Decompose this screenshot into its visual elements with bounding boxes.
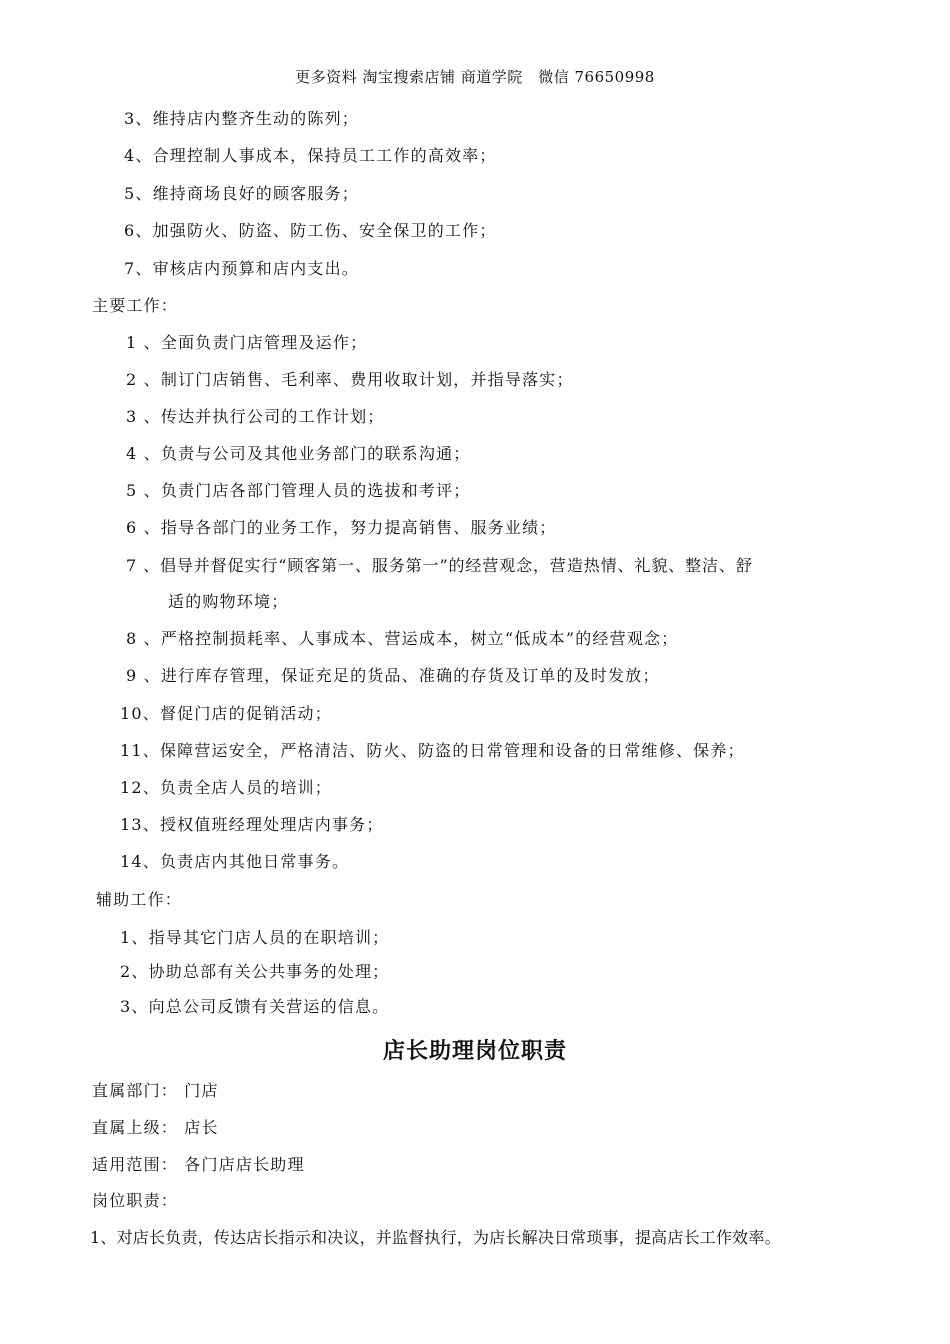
main-work-item: 3 、传达并执行公司的工作计划； [126,407,385,426]
main-work-item: 11、保障营运安全，严格清洁、防火、防盗的日常管理和设备的日常维修、保养； [120,741,745,760]
main-work-item: 7 、倡导并督促实行“顾客第一、服务第一”的经营观念，营造热情、礼貌、整洁、舒 [126,556,753,575]
department-field: 直属部门： 门店 [92,1081,219,1100]
main-work-item: 8 、严格控制损耗率、人事成本、营运成本，树立“低成本”的经营观念； [126,629,679,648]
main-work-item: 13、授权值班经理处理店内事务； [120,815,384,834]
main-work-item: 6 、指导各部门的业务工作，努力提高销售、服务业绩； [126,518,557,537]
scope-field: 适用范围： 各门店店长助理 [92,1155,305,1174]
duty-item-5: 5、维持商场良好的顾客服务； [124,184,359,203]
main-work-item: 14、负责店内其他日常事务。 [120,852,350,871]
duty-item-4: 4、合理控制人事成本，保持员工工作的高效率； [124,146,497,165]
superior-field: 直属上级： 店长 [92,1118,219,1137]
main-work-item: 5 、负责门店各部门管理人员的选拔和考评； [126,481,471,500]
aux-work-heading: 辅助工作： [96,890,183,909]
main-work-item: 1 、全面负责门店管理及运作； [126,333,368,352]
duty-item-6: 6、加强防火、防盗、防工伤、安全保卫的工作； [124,221,497,240]
main-work-heading: 主要工作： [92,296,179,315]
duties-heading: 岗位职责： [92,1191,179,1210]
assistant-duty-item: 1、对店长负责，传达店长指示和决议，并监督执行，为店长解决日常琐事，提高店长工作效率。 [90,1228,781,1247]
duty-item-3: 3、维持店内整齐生动的陈列； [124,109,359,128]
main-work-item: 10、督促门店的促销活动； [120,704,332,723]
aux-work-item: 2、协助总部有关公共事务的处理； [120,962,390,981]
aux-work-item: 1、指导其它门店人员的在职培训； [120,928,390,947]
main-work-item-continuation: 适的购物环境； [168,592,289,611]
duty-item-7: 7、审核店内预算和店内支出。 [124,259,359,278]
main-work-item: 9 、进行库存管理，保证充足的货品、准确的存货及订单的及时发放； [126,666,660,685]
aux-work-item: 3、向总公司反馈有关营运的信息。 [120,997,390,1016]
main-work-item: 12、负责全店人员的培训； [120,778,332,797]
page-header: 更多资料 淘宝搜索店铺 商道学院 微信 76650998 [295,68,655,86]
main-work-item: 4 、负责与公司及其他业务部门的联系沟通； [126,444,471,463]
main-work-item: 2 、制订门店销售、毛利率、费用收取计划，并指导落实； [126,370,574,389]
section-title: 店长助理岗位职责 [382,1039,567,1064]
